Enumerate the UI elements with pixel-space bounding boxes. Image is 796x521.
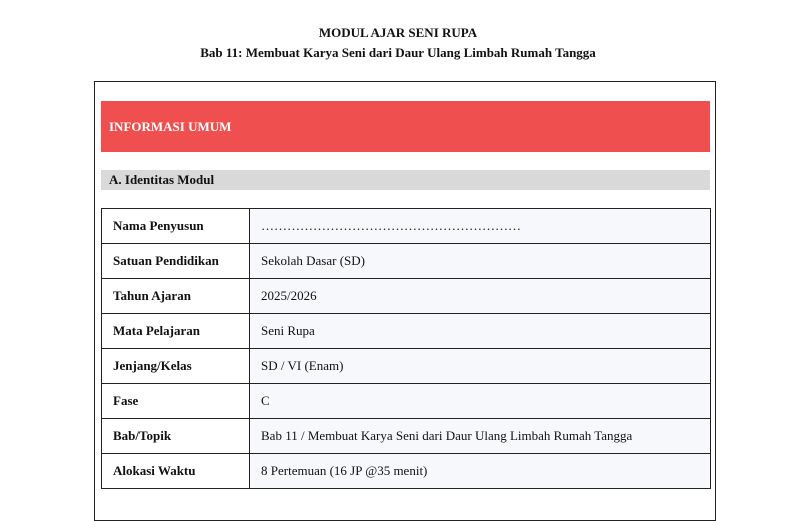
- info-banner: [101, 101, 710, 152]
- module-frame: [94, 81, 716, 521]
- row-value: Bab 11 / Membuat Karya Seni dari Daur Ulang Limbah Rumah Tangga: [250, 419, 711, 454]
- section-heading: [101, 170, 710, 190]
- row-label: Mata Pelajaran: [102, 314, 250, 349]
- row-label: Tahun Ajaran: [102, 279, 250, 314]
- row-value: Sekolah Dasar (SD): [250, 244, 711, 279]
- identity-table: [101, 208, 711, 489]
- table-row: [102, 384, 711, 419]
- table-row: [102, 454, 711, 489]
- document-subtitle: Bab 11: Membuat Karya Seni dari Daur Ulang Limbah Rumah Tangga: [200, 45, 596, 60]
- info-banner-label: INFORMASI UMUM: [109, 118, 232, 134]
- table-row: [102, 244, 711, 279]
- row-value: 8 Pertemuan (16 JP @35 menit): [250, 454, 711, 489]
- table-row: [102, 419, 711, 454]
- row-value: Seni Rupa: [250, 314, 711, 349]
- row-label: Fase: [102, 384, 250, 419]
- row-label: Jenjang/Kelas: [102, 349, 250, 384]
- row-value: ……………………………………………………: [250, 209, 711, 244]
- table-row: [102, 314, 711, 349]
- row-label: Nama Penyusun: [102, 209, 250, 244]
- row-label: Bab/Topik: [102, 419, 250, 454]
- row-value: C: [250, 384, 711, 419]
- row-value: 2025/2026: [250, 279, 711, 314]
- document-title: MODUL AJAR SENI RUPA: [318, 25, 478, 40]
- table-row: [102, 279, 711, 314]
- section-heading-label: A. Identitas Modul: [109, 172, 215, 187]
- row-value: SD / VI (Enam): [250, 349, 711, 384]
- row-label: Satuan Pendidikan: [102, 244, 250, 279]
- row-label: Alokasi Waktu: [102, 454, 250, 489]
- document-header: [0, 24, 796, 61]
- table-row: [102, 349, 711, 384]
- table-row: [102, 209, 711, 244]
